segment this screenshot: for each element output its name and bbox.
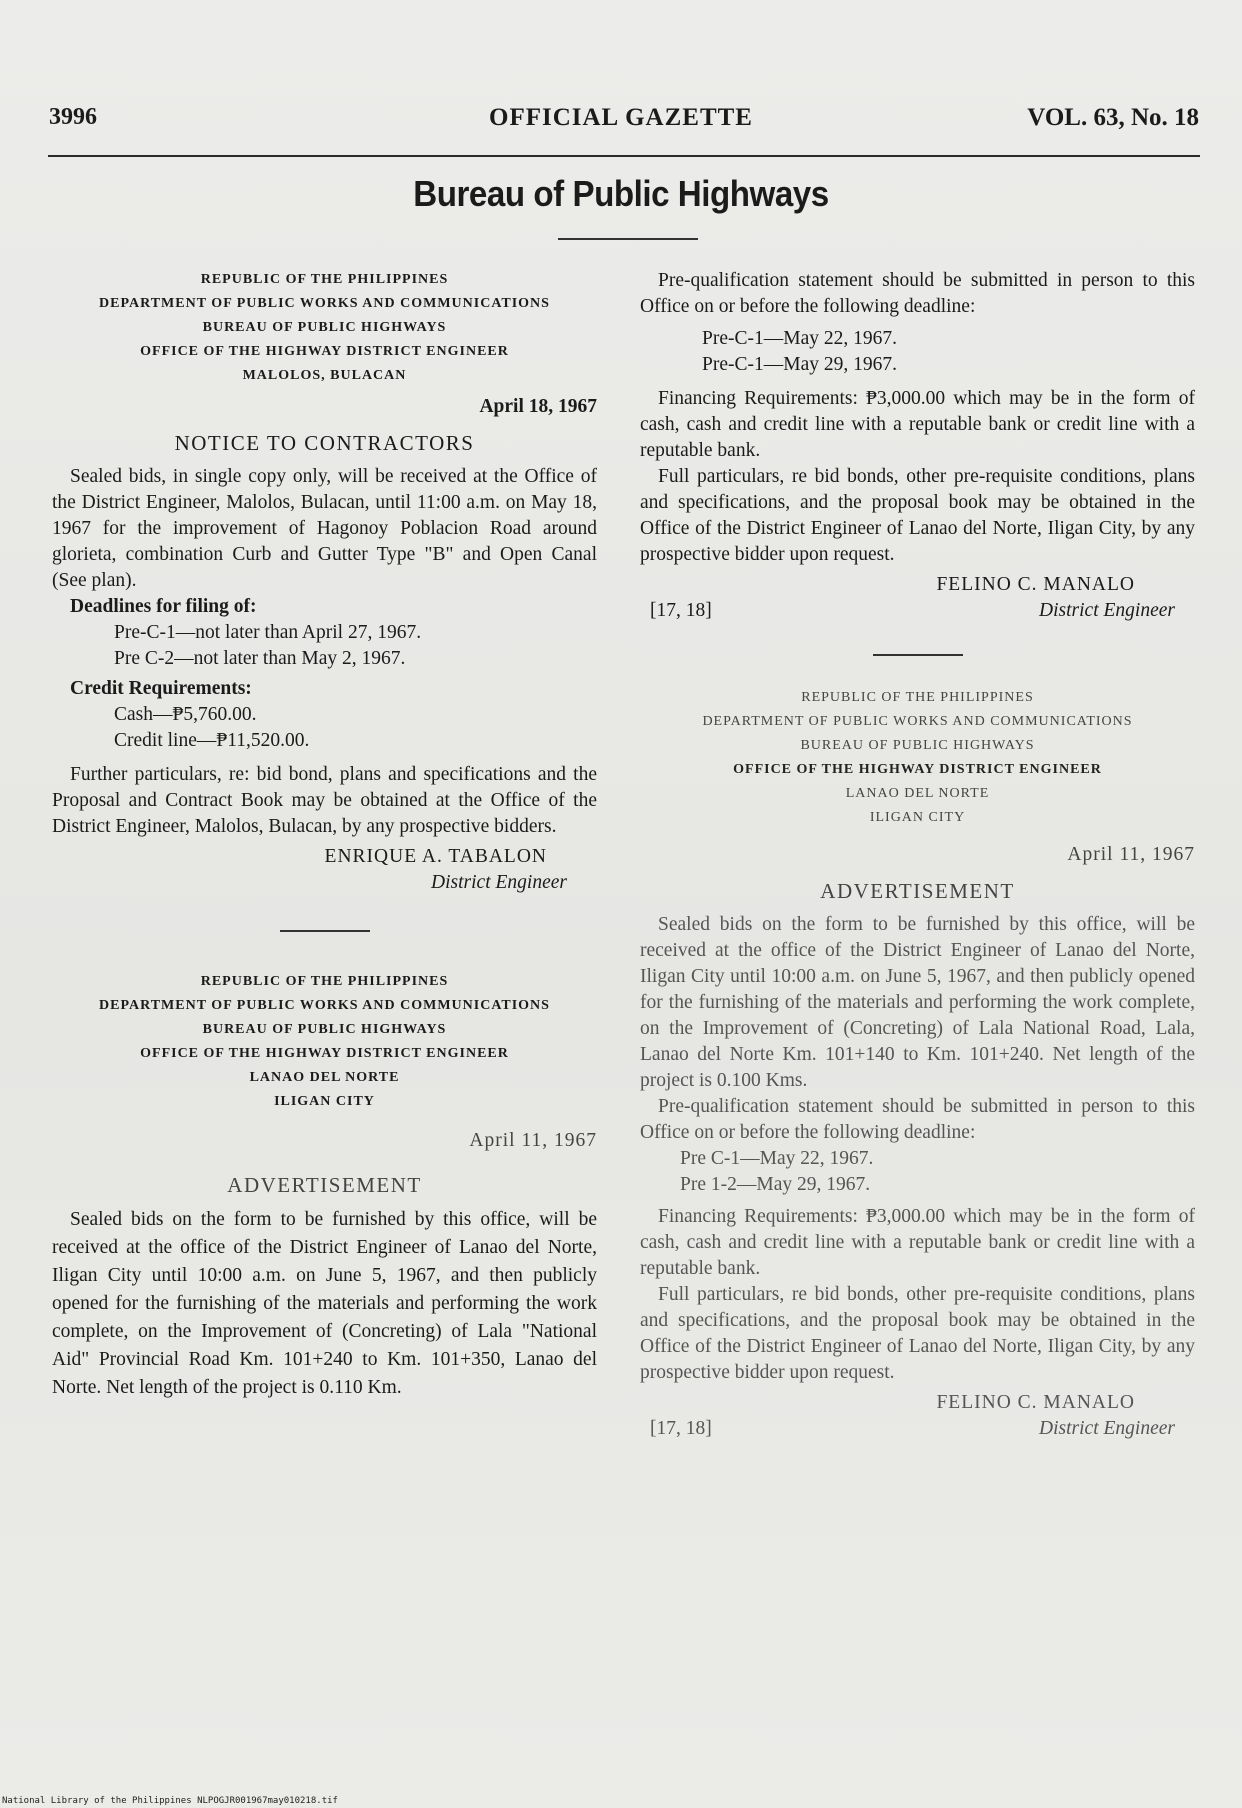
volume-number: VOL. 63, No. 18 [1027, 104, 1199, 131]
title-rule [558, 238, 698, 240]
notice2-signer: FELINO C. MANALO [936, 574, 1135, 595]
notice3-title: ADVERTISEMENT [820, 879, 1015, 903]
notice3-issue-ref: [17, 18] [650, 1418, 712, 1439]
notice2-prequal-date: Pre-C-1—May 22, 1967. [702, 328, 897, 349]
notice3-signer: FELINO C. MANALO [936, 1392, 1135, 1413]
notice1-body: Sealed bids, in single copy only, will be received at the Office of the District Engineer, Malolos, Bulacan, until 11:00 a.m. on May 18, 1967 for the improvement of Hagonoy Poblacion Road around glorieta, combination Curb and Gutter Type "B" and Open Canal (See plan). [52, 466, 597, 591]
left-column [52, 268, 597, 1402]
notice3-heading: REPUBLIC OF THE PHILIPPINES DEPARTMENT OF PUBLIC WORKS AND COMMUNICATIONS BUREAU OF PUBLIC HIGHWAYS OFFICE OF THE HIGHWAY DISTRICT ENGINEER LANAO DEL NORTE ILIGAN CITY [702, 690, 1133, 825]
notice1-heading: REPUBLIC OF THE PHILIPPINES DEPARTMENT OF PUBLIC WORKS AND COMMUNICATIONS BUREAU OF PUBLIC HIGHWAYS OFFICE OF THE HIGHWAY DISTRICT ENGINEER MALOLOS, BULACAN [99, 272, 550, 383]
notice2-signer-title: District Engineer [1039, 600, 1175, 621]
notice3-sign-row [640, 1416, 1195, 1442]
notice1-date: April 18, 1967 [479, 396, 597, 417]
publication-title: OFFICIAL GAZETTE [489, 104, 753, 131]
right-column [640, 268, 1195, 1442]
header-rule [48, 155, 1200, 157]
notice3-body: Sealed bids on the form to be furnished by this office, will be received at the office of the District Engineer of Lanao del Norte, Iligan City until 10:00 a.m. on June 5, 1967, and then publicly opened for the furnishing of the materials and performing the work complete, on the Improvement of (Concreting) of Lala National Road, Lala, Lanao del Norte Km. 101+140 to Km. 101+240. Net length of the project is 0.100 Kms. [640, 914, 1195, 1091]
notice1-deadline: Pre-C-1—not later than April 27, 1967. [114, 622, 422, 643]
notice3-financing: Financing Requirements: ₱3,000.00 which may be in the form of cash, cash and credit line with a reputable bank or credit line with a reputable bank. [640, 1206, 1195, 1279]
notice1-signer-title: District Engineer [431, 872, 567, 893]
notice2-heading: REPUBLIC OF THE PHILIPPINES DEPARTMENT OF PUBLIC WORKS AND COMMUNICATIONS BUREAU OF PUBLIC HIGHWAYS OFFICE OF THE HIGHWAY DISTRICT ENGINEER LANAO DEL NORTE ILIGAN CITY [99, 974, 550, 1109]
section-divider [873, 654, 963, 656]
notice1-credit-item: Cash—₱5,760.00. [114, 704, 257, 725]
notice2-prequal-date: Pre-C-1—May 29, 1967. [702, 354, 897, 375]
notice2-issue-ref: [17, 18] [650, 600, 712, 621]
notice3-further: Full particulars, re bid bonds, other pre-requisite conditions, plans and specifications, and the proposal book may be obtained in the Office of the District Engineer of Lanao del Norte, Iligan City, by any prospective bidder upon request. [640, 1284, 1195, 1383]
notice2-title: ADVERTISEMENT [227, 1173, 422, 1197]
section-divider [280, 930, 370, 932]
notice1-credit-label: Credit Requirements: [70, 678, 252, 699]
notice1-title: NOTICE TO CONTRACTORS [174, 431, 475, 455]
notice1-signer: ENRIQUE A. TABALON [324, 846, 547, 867]
scan-footer: National Library of the Philippines NLPOGJR001967may010218.tif [2, 1796, 338, 1806]
page-number: 3996 [49, 104, 97, 130]
notice2-financing: Financing Requirements: ₱3,000.00 which may be in the form of cash, cash and credit line with a reputable bank or credit line with a reputable bank. [640, 388, 1195, 461]
notice3-date: April 11, 1967 [1067, 844, 1195, 865]
notice1-further: Further particulars, re: bid bond, plans and specifications and the Proposal and Contract Book may be obtained at the Office of the District Engineer, Malolos, Bulacan, by any prospective bidders. [52, 764, 597, 837]
notice1-deadlines-label: Deadlines for filing of: [70, 596, 257, 617]
notice2-further: Full particulars, re bid bonds, other pre-requisite conditions, plans and specifications, and the proposal book may be obtained in the Office of the District Engineer of Lanao del Norte, Iligan City, by any prospective bidder upon request. [640, 466, 1195, 565]
notice1-deadline: Pre C-2—not later than May 2, 1967. [114, 648, 406, 669]
notice3-prequal-date: Pre C-1—May 22, 1967. [680, 1148, 874, 1169]
notice3-prequal: Pre-qualification statement should be submitted in person to this Office on or before the following deadline: [640, 1096, 1195, 1143]
notice1-credit-item: Credit line—₱11,520.00. [114, 730, 310, 751]
notice2-prequal: Pre-qualification statement should be submitted in person to this Office on or before the following deadline: [640, 270, 1195, 317]
section-title: Bureau of Public Highways [413, 173, 829, 214]
notice2-sign-row [640, 598, 1195, 624]
notice2-date: April 11, 1967 [469, 1130, 597, 1151]
notice2-body: Sealed bids on the form to be furnished by this office, will be received at the office of the District Engineer of Lanao del Norte, Iligan City until 10:00 a.m. on June 5, 1967, and then publicly opened for the furnishing of the materials and performing the work complete, on the Improvement of (Concreting) of Lala "National Aid" Provincial Road Km. 101+240 to Km. 101+350, Lanao del Norte. Net length of the project is 0.110 Km. [52, 1209, 597, 1398]
notice3-prequal-date: Pre 1-2—May 29, 1967. [680, 1174, 871, 1195]
notice3-signer-title: District Engineer [1039, 1418, 1175, 1439]
